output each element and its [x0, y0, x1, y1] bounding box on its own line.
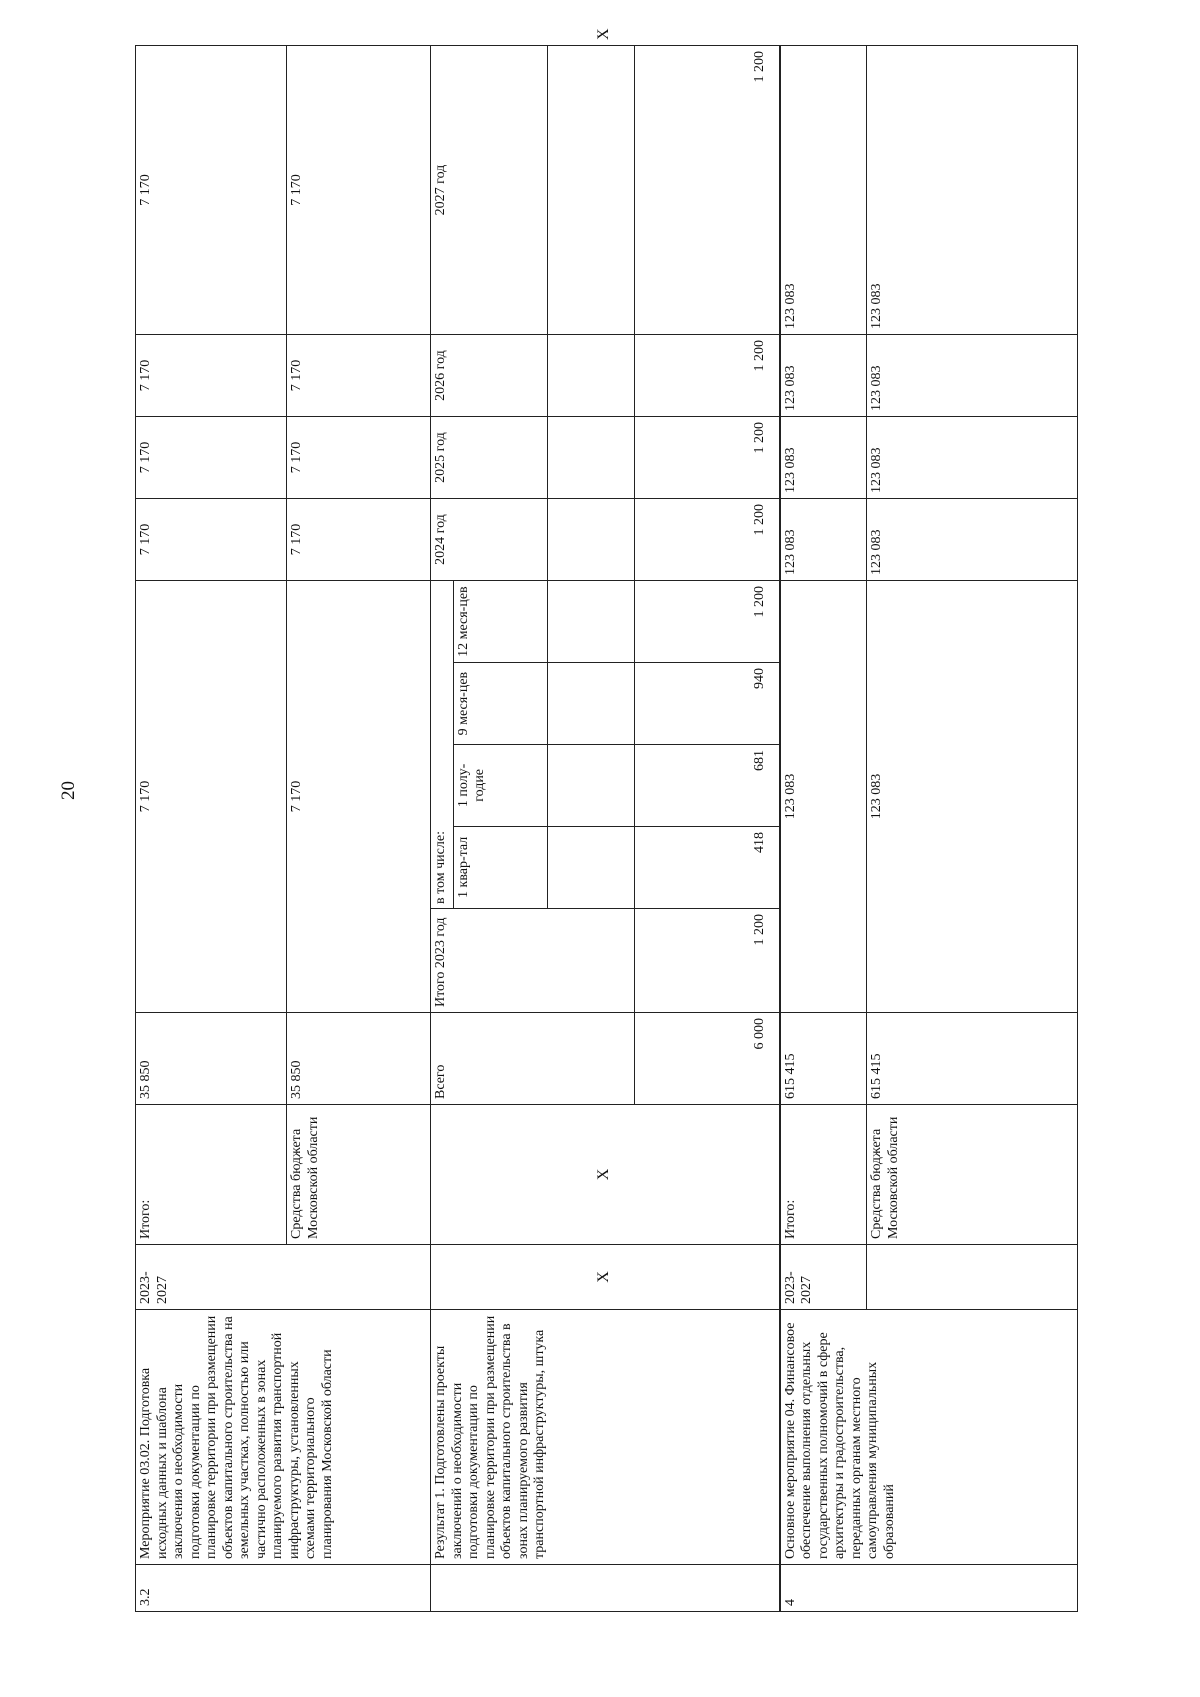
row-4-number: 4 — [780, 1565, 1078, 1612]
result-1-header-itogo-2023: Итого 2023 год — [431, 909, 634, 1013]
result-1-value-q4: 1 200 — [634, 581, 779, 663]
row-3-2-2025-mo: 7 170 — [287, 417, 431, 499]
row-4-total: 615 415 — [780, 1013, 867, 1105]
result-1-period: X — [431, 1245, 780, 1310]
row-3-2-2024-mo: 7 170 — [287, 499, 431, 581]
row-4-source-total: Итого: — [780, 1105, 867, 1245]
row-4-period: 2023-2027 — [780, 1245, 867, 1310]
row-4-2027: 123 083 — [780, 46, 867, 335]
quarter-subtable — [431, 581, 546, 908]
result-1-number-cell — [431, 1565, 780, 1612]
row-4-total — [780, 46, 867, 1612]
result-1-value-2025: 1 200 — [634, 417, 779, 499]
row-4-name: Основное мероприятие 04. Финансовое обеспечение выполнения отдельных государственных полномочий в сфере архитектуры и градостроительства, переданных органам местного самоуправления муниципальных образований — [780, 1310, 1078, 1565]
result-1-blank-q3 — [547, 663, 634, 745]
result-1-q2-header: 1 полу-годие — [453, 745, 546, 827]
row-4-source-mo: Средства бюджета Московской области — [867, 1105, 1078, 1245]
result-1-quarter-group — [431, 581, 547, 909]
row-3-2-name: Мероприятие 03.02. Подготовка исходных данных и шаблона заключения о необходимости подготовки документации по планировке территории при размещении объектов капитального строительства на земельных участках, полностью или частично расположенных в зонах планируемого развития транспортной инфраструктуры, установленных схемами территориального планирования Московской области — [136, 1310, 431, 1565]
row-4-period-blank — [867, 1245, 1078, 1310]
result-1-blank-q4 — [547, 581, 634, 663]
result-1-source: X — [431, 1105, 780, 1245]
result-1-q1-header: 1 квар-тал — [453, 826, 546, 908]
row-4-2027-mo: 123 083 — [867, 46, 1078, 335]
result-1-header-2027: 2027 год — [431, 46, 547, 335]
result-1-value-q1: 418 — [634, 827, 779, 909]
page-number: 20 — [58, 781, 79, 800]
row-3-2-source-mo: Средства бюджета Московской области — [287, 1105, 431, 1245]
result-1-header-2026: 2026 год — [431, 335, 547, 417]
result-1-blank-q2 — [547, 745, 634, 827]
row-3-2-2027: 7 170 — [136, 46, 287, 335]
row-4-2023: 123 083 — [780, 581, 867, 1013]
result-1-value-2027: 1 200 — [634, 46, 779, 335]
row-3-2-number: 3.2 — [136, 1565, 431, 1612]
row-3-2-2025: 7 170 — [136, 417, 287, 499]
result-1-blank-2024 — [547, 499, 634, 581]
result-1-blank-2025 — [547, 417, 634, 499]
result-1-blank-2026 — [547, 335, 634, 417]
result-1-blank-2027 — [547, 46, 634, 335]
result-1-header-2024: 2024 год — [431, 499, 547, 581]
result-1-header-row: Результат 1. Подготовлены проекты заключений о необходимости подготовки документации по планировке территории при размещении объектов капитального строительства в зонах планируемого развития транспортной инфраструктуры, штука X X Всего Итого 2023 год в том числе: 1 квар-тал 1 полу-годие 9 меся-цев 12 меся-цев 2024 год 2025 год 2026 год 2027 год X — [431, 46, 547, 1612]
result-1-q3-header: 9 меся-цев — [453, 663, 546, 745]
row-4-total-mo: 615 415 — [867, 1013, 1078, 1105]
row-3-2-2023: 7 170 — [136, 581, 287, 1013]
result-1-header-total: Всего — [431, 1013, 634, 1105]
row-3-2-2027-mo: 7 170 — [287, 46, 431, 335]
row-3-2-source-total: Итого: — [136, 1105, 287, 1245]
row-4-2026-mo: 123 083 — [867, 335, 1078, 417]
result-1-value-2026: 1 200 — [634, 335, 779, 417]
result-1-name: Результат 1. Подготовлены проекты заключений о необходимости подготовки документации по планировке территории при размещении объектов капитального строительства в зонах планируемого развития транспортной инфраструктуры, штука — [431, 1310, 780, 1565]
row-4-2026: 123 083 — [780, 335, 867, 417]
row-3-2-total: 35 850 — [136, 1013, 287, 1105]
result-1-header-2025: 2025 год — [431, 417, 547, 499]
result-1-value-total: 6 000 — [634, 1013, 779, 1105]
row-4-2025: 123 083 — [780, 417, 867, 499]
result-1-value-q3: 940 — [634, 663, 779, 745]
rotated-table-wrapper — [135, 28, 1078, 1612]
row-4-2024-mo: 123 083 — [867, 499, 1078, 581]
result-1-q4-header: 12 меся-цев — [453, 581, 546, 663]
program-activities-table — [135, 28, 1078, 1612]
row-3-2-2026-mo: 7 170 — [287, 335, 431, 417]
row-3-2-total-mo: 35 850 — [287, 1013, 431, 1105]
row-3-2-2023-mo: 7 170 — [287, 581, 431, 1013]
result-1-value-2024: 1 200 — [634, 499, 779, 581]
row-3-2-2026: 7 170 — [136, 335, 287, 417]
row-3-2-total — [136, 46, 287, 1612]
result-1-blank-q1 — [547, 827, 634, 909]
result-1-value-q2: 681 — [634, 745, 779, 827]
result-1-header-incl: в том числе: — [431, 581, 453, 908]
row-3-2-period: 2023-2027 — [136, 1245, 431, 1310]
result-1-value-2023: 1 200 — [634, 909, 779, 1013]
row-3-2-2024: 7 170 — [136, 499, 287, 581]
row-4-2024: 123 083 — [780, 499, 867, 581]
row-4-2023-mo: 123 083 — [867, 581, 1078, 1013]
row-4-2025-mo: 123 083 — [867, 417, 1078, 499]
